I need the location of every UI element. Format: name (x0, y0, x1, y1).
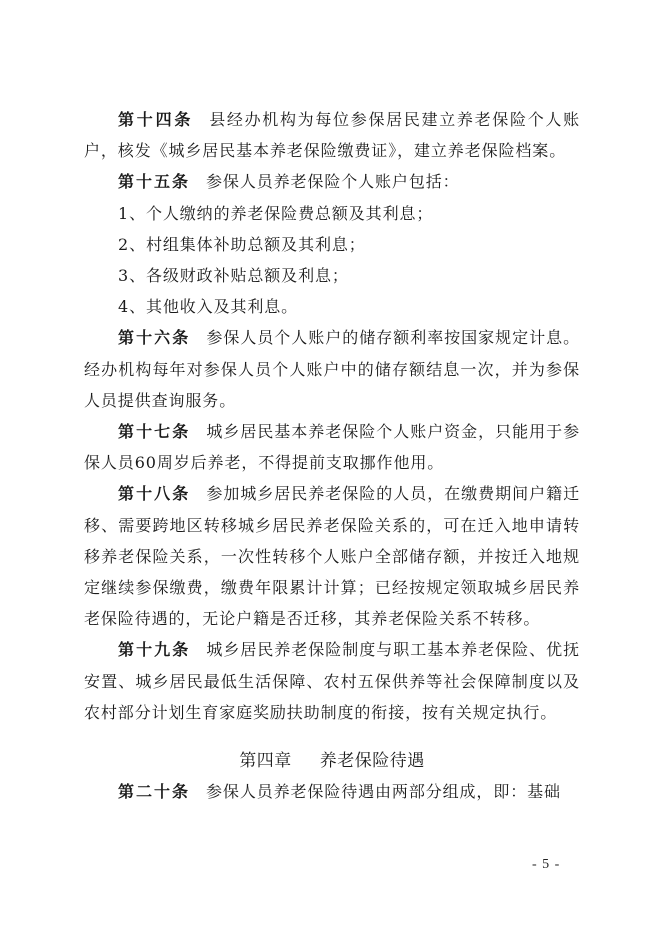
article-18 (84, 478, 580, 634)
article-20 (84, 776, 580, 807)
article-text: 参加城乡居民养老保险的人员，在缴费期间户籍迁移、需要跨地区转移城乡居民养老保险关系的，可在迁入地申请转移养老保险关系，一次性转移个人账户全部储存额，并按迁入地规定继续参保缴费，缴费年限累计计算；已经按规定领取城乡居民养老保险待遇的，无论户籍是否迁移，其养老保险关系不转移。 (84, 484, 580, 629)
article-heading: 第二十条 (118, 782, 191, 802)
page-number: - 5 - (532, 857, 561, 872)
article-text: 县经办机构为每位参保居民建立养老保险个人账户，核发《城乡居民基本养老保险缴费证》，建立养老保险档案。 (84, 110, 580, 161)
chapter-number: 第四章 (239, 751, 292, 772)
article-text: 参保人员养老保险待遇由两部分组成，即：基础 (206, 782, 561, 802)
article-15 (84, 166, 580, 197)
article-14 (84, 104, 580, 166)
article-text: 城乡居民基本养老保险个人账户资金，只能用于参保人员60周岁后养老，不得提前支取挪作他用。 (84, 422, 580, 473)
chapter-title: 养老保险待遇 (319, 751, 425, 772)
article-text: 城乡居民养老保险制度与职工基本养老保险、优抚安置、城乡居民最低生活保障、农村五保供养等社会保障制度以及农村部分计划生育家庭奖励扶助制度的衔接，按有关规定执行。 (84, 640, 580, 722)
article-heading: 第十五条 (118, 172, 191, 192)
list-item: 1、个人缴纳的养老保险费总额及其利息； (118, 203, 434, 223)
article-heading: 第十八条 (118, 484, 191, 504)
article-heading: 第十七条 (118, 422, 191, 442)
list-item: 2、村组集体补助总额及其利息； (118, 234, 366, 254)
article-heading: 第十六条 (118, 328, 191, 348)
article-19 (84, 634, 580, 728)
list-item: 3、各级财政补贴总额及利息； (118, 266, 349, 286)
document-body (84, 104, 580, 807)
chapter-heading (84, 746, 580, 776)
article-17 (84, 416, 580, 478)
article-heading: 第十九条 (118, 640, 191, 660)
article-text: 参保人员个人账户的储存额利率按国家规定计息。经办机构每年对参保人员个人账户中的储存额结息一次，并为参保人员提供查询服务。 (84, 328, 580, 410)
list-item: 4、其他收入及其利息。 (118, 297, 299, 317)
article-16 (84, 322, 580, 416)
article-heading: 第十四条 (118, 110, 194, 129)
article-text: 参保人员养老保险个人账户包括： (206, 172, 460, 192)
